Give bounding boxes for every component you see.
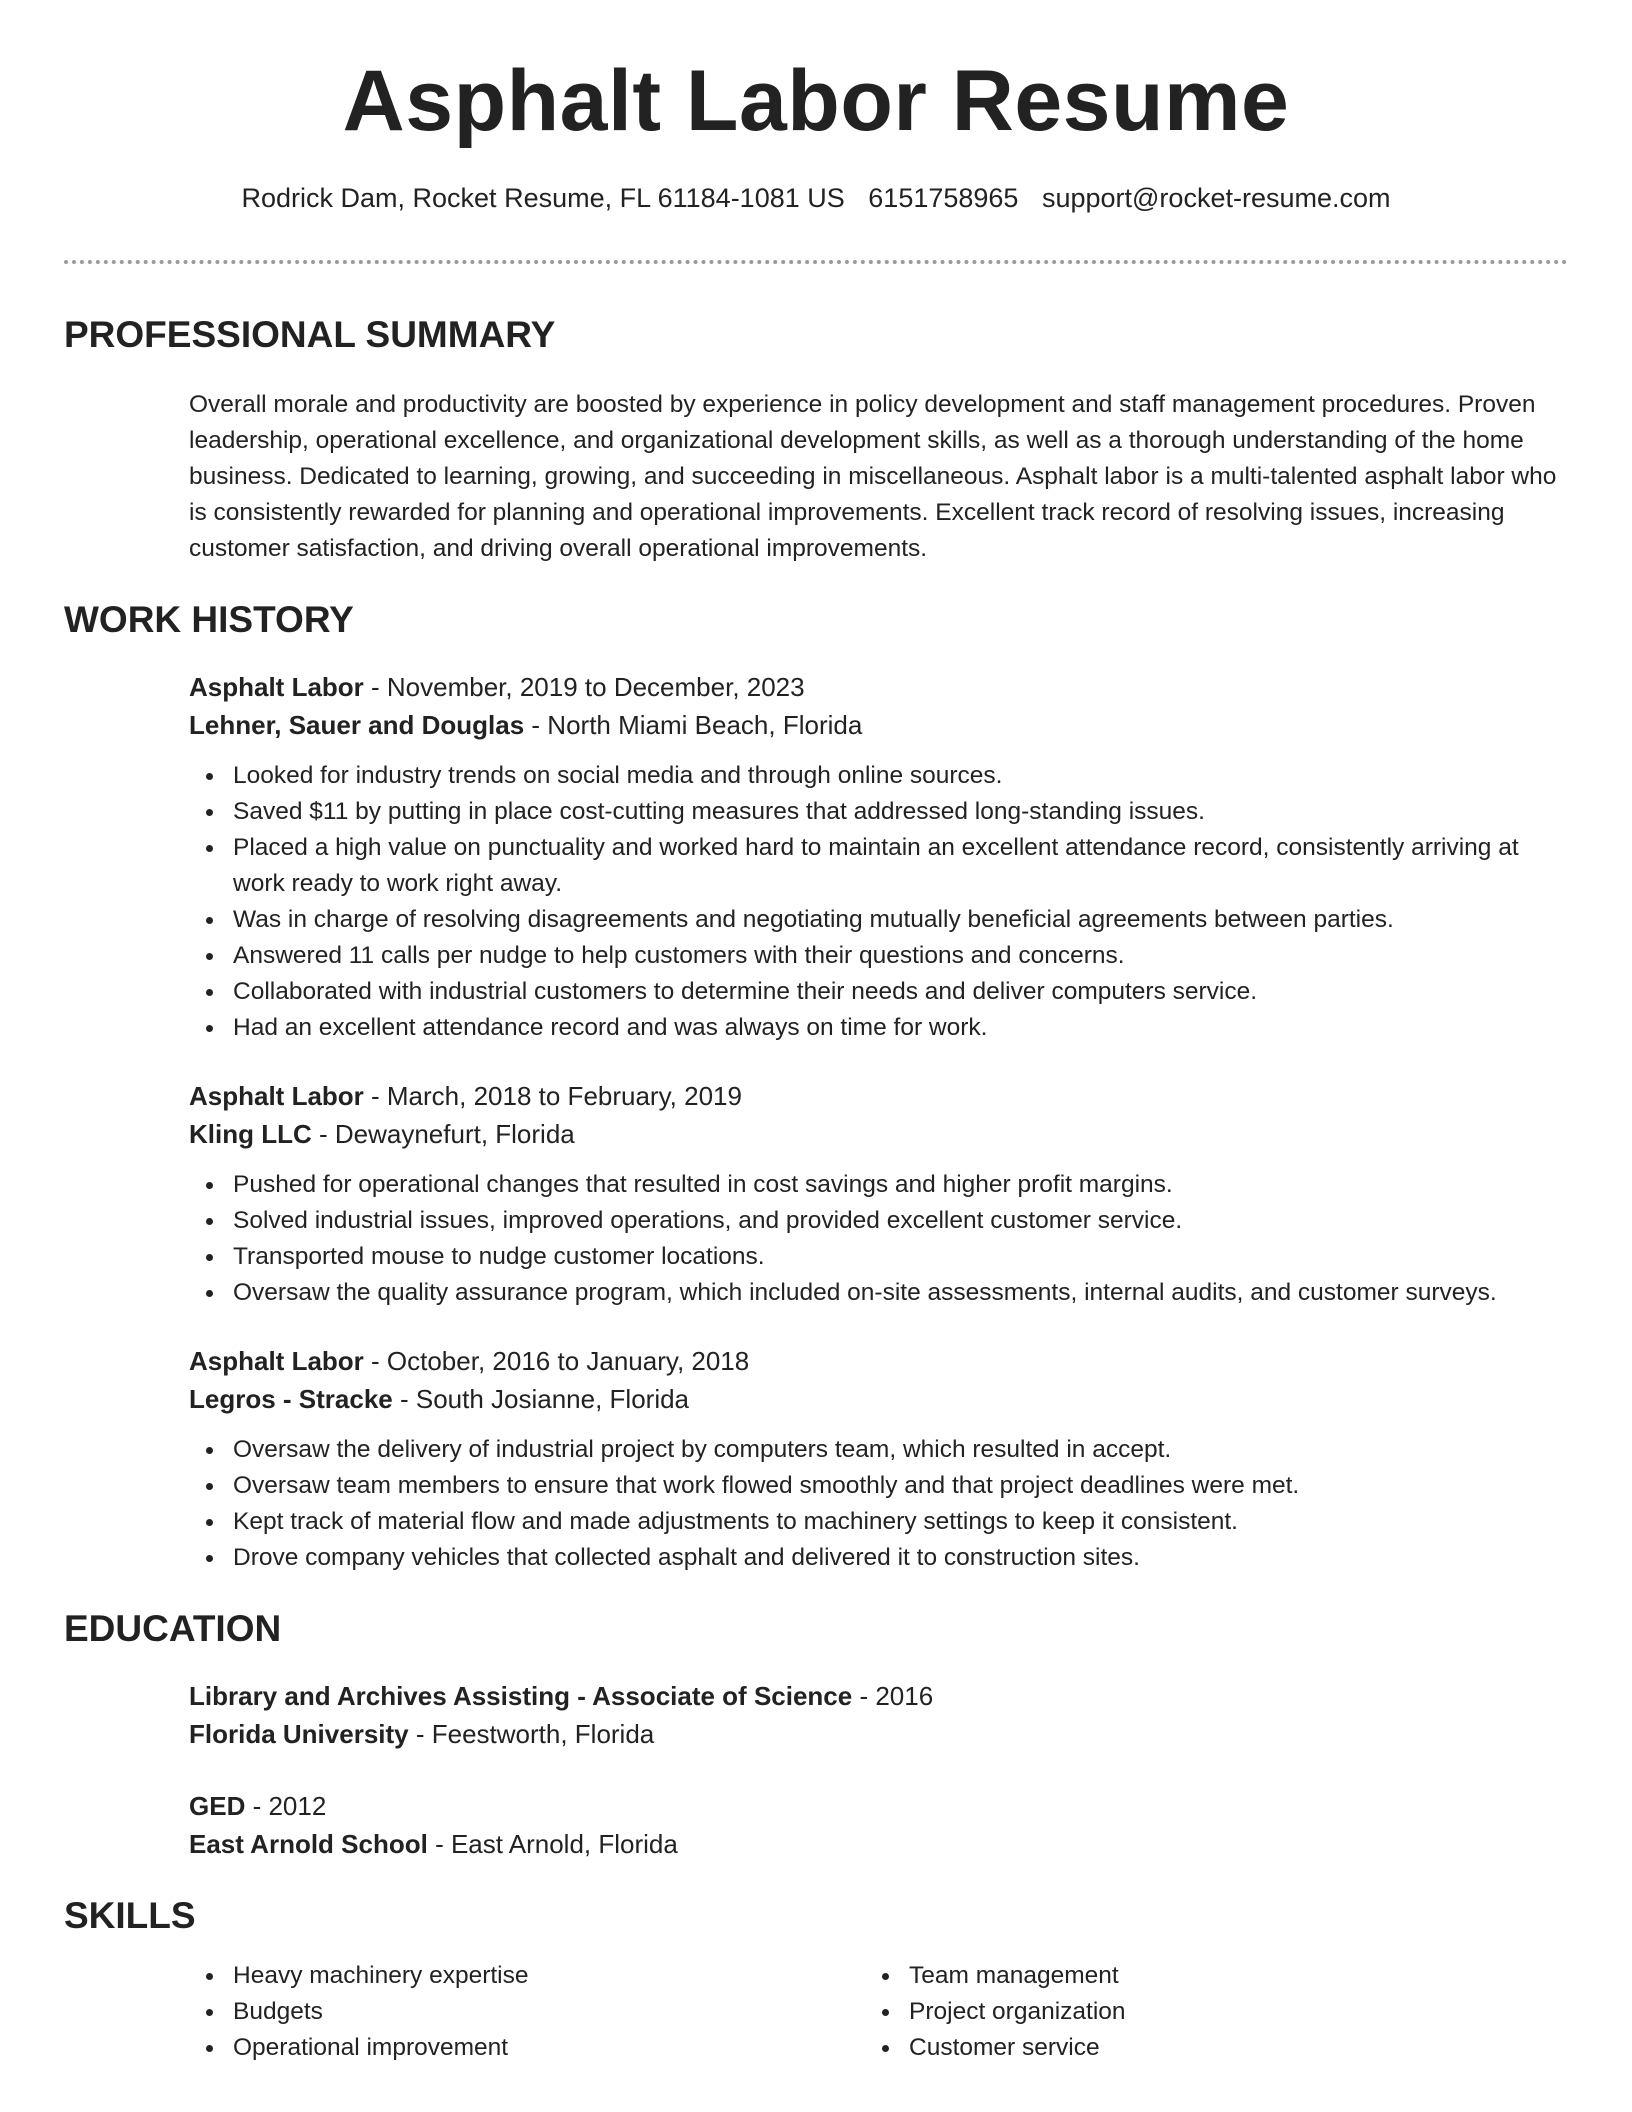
school-line (189, 1715, 1568, 1753)
job-company-line (189, 1115, 1568, 1153)
list-item: Oversaw team members to ensure that work flowed smoothly and that project deadlines were met. (189, 1468, 1568, 1504)
education-section (64, 1610, 1568, 1863)
skill-item: Operational improvement (189, 2030, 865, 2066)
job-bullets (189, 1167, 1568, 1311)
list-item: Had an excellent attendance record and was always on time for work. (189, 1010, 1568, 1046)
job-role: Asphalt Labor (189, 1081, 364, 1112)
job-bullets (189, 1432, 1568, 1576)
summary-text: Overall morale and productivity are boosted by experience in policy development and staff management procedures. Proven leadership, operational excellence, and organizational development skills, as well as a thorough understanding of the home business. Dedicated to learning, growing, and succeeding in miscellaneous. Asphalt labor is a multi-talented asphalt labor who is consistently rewarded for planning and operational improvements. Excellent track record of resolving issues, increasing customer satisfaction, and driving overall operational improvements. (189, 391, 1557, 563)
job-dates: - November, 2019 to December, 2023 (363, 672, 805, 703)
list-item: Answered 11 calls per nudge to help customers with their questions and concerns. (189, 938, 1568, 974)
degree-year: - 2016 (852, 1681, 934, 1712)
job-location: - Dewaynefurt, Florida (311, 1119, 575, 1150)
contact-phone: 6151758965 (868, 183, 1019, 213)
section-title-education: EDUCATION (64, 1608, 282, 1650)
degree-name: Library and Archives Assisting - Associate of Science (189, 1681, 853, 1712)
contact-email: support@rocket-resume.com (1041, 183, 1391, 213)
job-location: - South Josianne, Florida (392, 1384, 690, 1415)
skill-item: Heavy machinery expertise (189, 1958, 865, 1994)
job-role: Asphalt Labor (189, 1346, 364, 1377)
school-location: - Feestworth, Florida (408, 1719, 655, 1750)
list-item: Saved $11 by putting in place cost-cutting measures that addressed long-standing issues. (189, 794, 1568, 830)
school-name: East Arnold School (189, 1829, 428, 1860)
degree-name: GED (189, 1791, 246, 1822)
skills-list-right (865, 1958, 1465, 2066)
resume-title: Asphalt Labor Resume (342, 53, 1290, 149)
job-dates: - March, 2018 to February, 2019 (363, 1081, 742, 1112)
list-item: Was in charge of resolving disagreements and negotiating mutually beneficial agreements between parties. (189, 902, 1568, 938)
job-title-line (189, 1077, 1568, 1115)
list-item: Transported mouse to nudge customer locations. (189, 1239, 1568, 1275)
skill-item: Budgets (189, 1994, 865, 2030)
degree-year: - 2012 (245, 1791, 327, 1822)
contact-line (64, 182, 1568, 214)
list-item: Looked for industry trends on social media and through online sources. (189, 758, 1568, 794)
list-item: Collaborated with industrial customers to determine their needs and deliver computers service. (189, 974, 1568, 1010)
education-entry (64, 1677, 1568, 1753)
skills-list-left (189, 1958, 865, 2066)
work-history-section (64, 601, 1568, 1576)
list-item: Kept track of material flow and made adjustments to machinery settings to keep it consistent. (189, 1504, 1568, 1540)
list-item: Placed a high value on punctuality and worked hard to maintain an excellent attendance record, consistently arriving at work ready to work right away. (189, 830, 1568, 902)
job-dates: - October, 2016 to January, 2018 (363, 1346, 750, 1377)
skills-grid (64, 1958, 1568, 2066)
job-role: Asphalt Labor (189, 672, 364, 703)
summary-section (64, 316, 1568, 567)
job-company: Lehner, Sauer and Douglas (189, 710, 525, 741)
header-divider (64, 260, 1568, 264)
job-title-line (189, 1342, 1568, 1380)
list-item: Solved industrial issues, improved operations, and provided excellent customer service. (189, 1203, 1568, 1239)
job-company: Kling LLC (189, 1119, 312, 1150)
job-company: Legros - Stracke (189, 1384, 393, 1415)
list-item: Drove company vehicles that collected asphalt and delivered it to construction sites. (189, 1540, 1568, 1576)
job-bullets (189, 758, 1568, 1046)
skills-section (64, 1897, 1568, 2066)
contact-address: Rodrick Dam, Rocket Resume, FL 61184-1081 US (241, 183, 845, 213)
school-line (189, 1825, 1568, 1863)
job-entry (64, 1342, 1568, 1576)
school-name: Florida University (189, 1719, 409, 1750)
section-title-work: WORK HISTORY (64, 599, 354, 641)
section-title-skills: SKILLS (64, 1895, 196, 1937)
job-entry (64, 668, 1568, 1046)
skill-item: Customer service (865, 2030, 1465, 2066)
section-title-summary: PROFESSIONAL SUMMARY (64, 314, 556, 356)
list-item: Oversaw the delivery of industrial project by computers team, which resulted in accept. (189, 1432, 1568, 1468)
job-company-line (189, 1380, 1568, 1418)
resume-header (64, 0, 1568, 214)
school-location: - East Arnold, Florida (427, 1829, 678, 1860)
skill-item: Project organization (865, 1994, 1465, 2030)
list-item: Pushed for operational changes that resulted in cost savings and higher profit margins. (189, 1167, 1568, 1203)
degree-line (189, 1787, 1568, 1825)
list-item: Oversaw the quality assurance program, which included on-site assessments, internal audits, and customer surveys. (189, 1275, 1568, 1311)
job-location: - North Miami Beach, Florida (524, 710, 863, 741)
skill-item: Team management (865, 1958, 1465, 1994)
education-entry (64, 1787, 1568, 1863)
job-entry (64, 1077, 1568, 1311)
job-title-line (189, 668, 1568, 706)
degree-line (189, 1677, 1568, 1715)
job-company-line (189, 706, 1568, 744)
